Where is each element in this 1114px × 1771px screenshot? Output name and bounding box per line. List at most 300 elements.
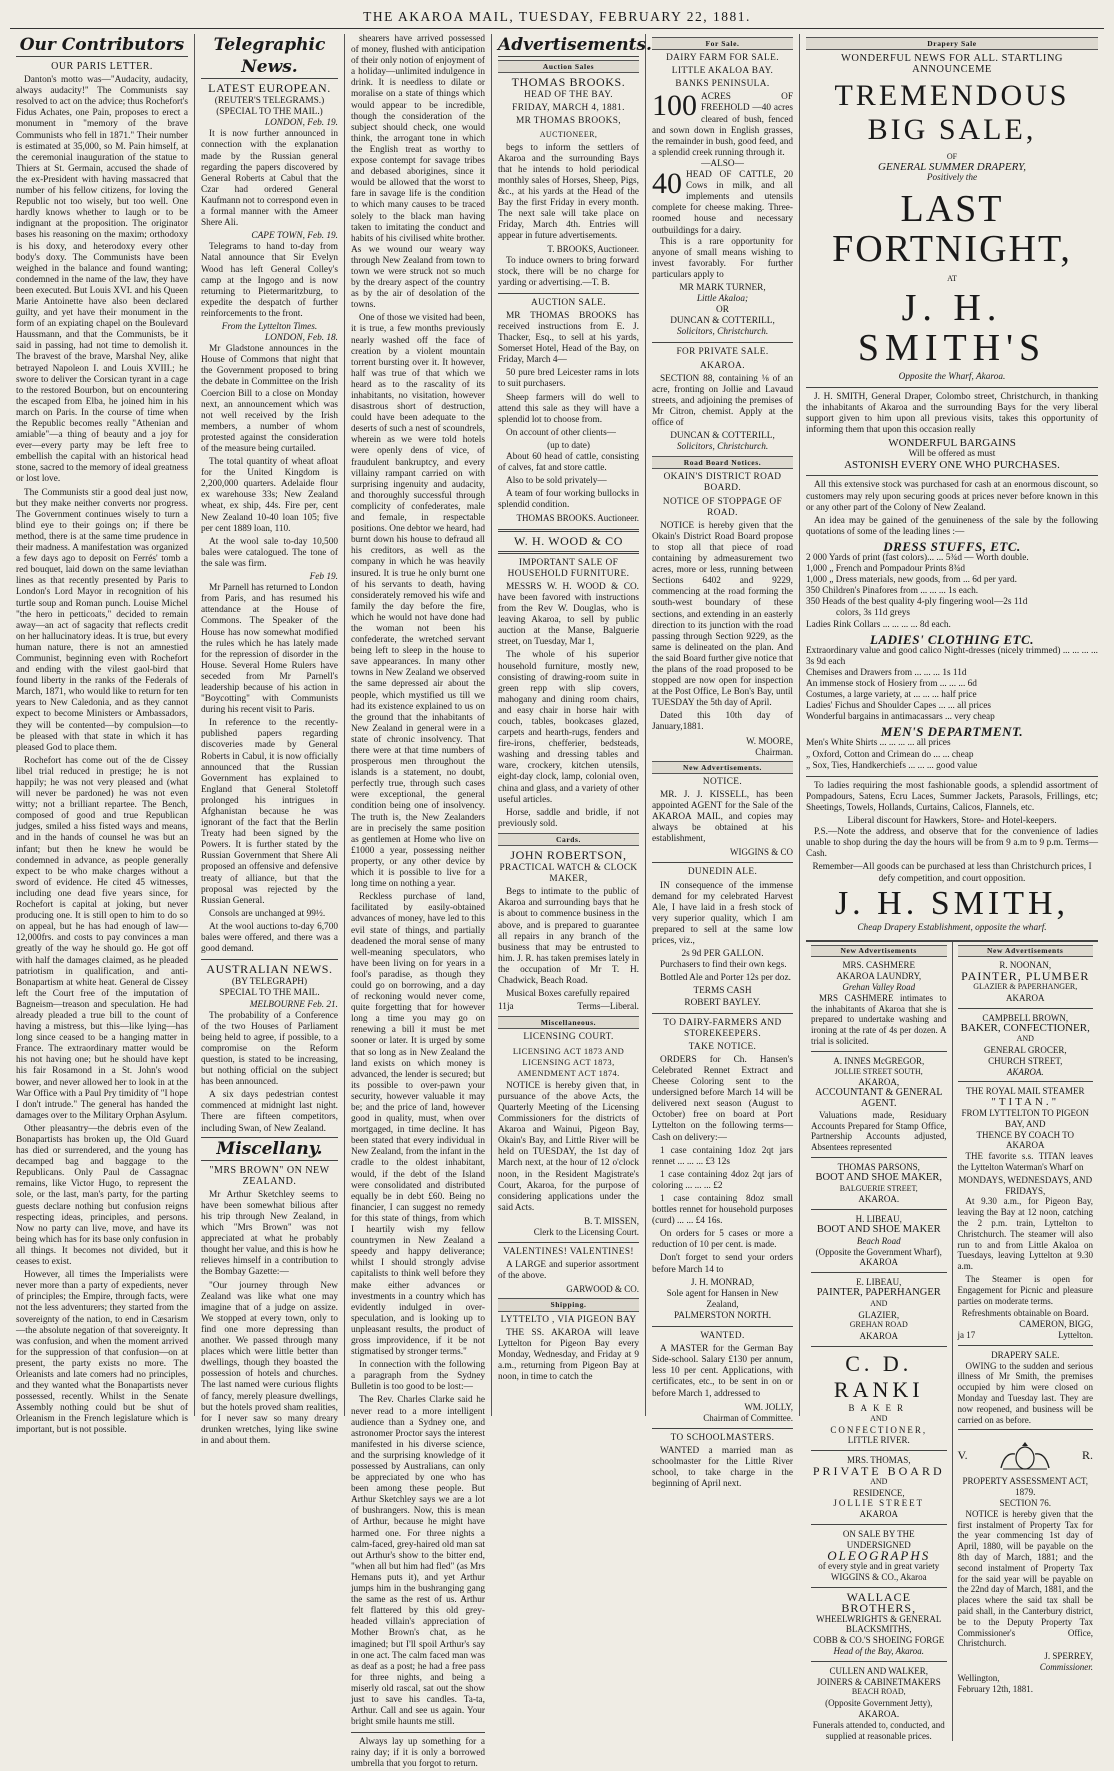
ad-subtitle: LICENSING ACT 1873 AND LICENSING ACT 1873, AMENDMENT ACT 1874.: [512, 1045, 625, 1078]
ad-paragraph: A LARGE and superior assortment of the above.: [498, 1260, 639, 1282]
crest-letter-v: V.: [957, 1447, 968, 1462]
royal-coat-of-arms-icon: [995, 1438, 1055, 1472]
divider: [806, 776, 1098, 777]
ad-name: DUNCAN & COTTERILL,: [670, 431, 775, 442]
ad-subtitle: TAKE NOTICE.: [688, 1041, 757, 1052]
jh-smiths-heading: J. H. SMITH'S: [857, 286, 1047, 369]
ad-subtitle: NOTICE OF STOPPAGE OF ROAD.: [662, 496, 783, 518]
category-label: Cards.: [498, 833, 639, 846]
ad-role: AUCTIONEER,: [539, 130, 598, 140]
news-paragraph: shearers have arrived possessed of money, flushed with anticipation of their only notion of enjoyment of a holiday—unlimited indulgence in drink. It is needless to dilate or moralise on a state of things which would appear to be incredible, though the consideration of the subject should check, one would think, the arrogant tone in which the English treat as worthy to expose contempt for savage tribes and debased aborigines, since it would be allowed that the worst to fare in savage life is the condition to which many causes to be traced solely to the black man having taken to imitating the conduct and habits of his civilised white brother. As we wound our weary way through New Zealand from town to town we were struck not so much by the dreary aspect of the country as by the air of desolation of the towns.: [351, 34, 485, 311]
ad-line: (up to date): [547, 440, 590, 451]
ad-paragraph: A team of four working bullocks in splendid condition.: [498, 489, 639, 511]
category-label: Drapery Sale: [806, 37, 1098, 50]
special-credit: (SPECIAL TO THE MAIL.): [216, 107, 323, 118]
ad-title: WANTED.: [700, 1331, 745, 1342]
ad-paragraph: IN consequence of the immense demand for my celebrated Harvest Ale, I have laid in a fresh stock of very superior quality, which I am prepared to sell at the same low prices, viz.,: [652, 880, 793, 947]
news-paragraph: Always lay up something for a rainy day; if it is only a borrowed umbrella that you forgot to return.: [351, 1737, 485, 1770]
ad-name: A. INNES McGREGOR,: [833, 1055, 925, 1066]
ad-paragraph: Begs to intimate to the public of Akaroa and surrounding bays that he is about to commence business in the above, and is prepared to guarantee all repairs in any branch of the business that may be entrusted to him. J. R. has taken premises lately in the occupation of Mr T. H. Chadwick, Beach Road.: [498, 887, 639, 987]
ad-line: WIGGINS & CO., Akaroa: [830, 1572, 927, 1583]
ad-name: MRS. CASHMERE: [842, 960, 916, 971]
ad-line: BALGUERIE STREET,: [839, 1183, 918, 1193]
ad-line: Grehan Valley Road: [842, 982, 916, 993]
ad-line: —ALSO—: [701, 158, 744, 169]
ad-title: PROPERTY ASSESSMENT ACT, 1879.: [962, 1476, 1089, 1498]
ad-date: FRIDAY, MARCH 4, 1881.: [512, 103, 625, 114]
price-line: Men's White Shirts ... ... ... ... all prices: [806, 738, 951, 749]
divider: [806, 387, 1098, 388]
ad-paragraph: THE favorite s.s. TITAN leaves the Lyttelton Waterman's Wharf on: [957, 1151, 1093, 1173]
divider: [958, 1081, 1094, 1082]
ad-name: H. LIBEAU,: [855, 1214, 902, 1225]
ad-paragraph: On account of other clients—: [506, 427, 616, 438]
ad-callout: WONDERFUL BARGAINS: [888, 437, 1016, 450]
ad-name: MR THOMAS BROOKS,: [515, 116, 622, 127]
divider: [652, 1428, 793, 1429]
ad-signature: Commissioner.: [1039, 1661, 1093, 1672]
divider: [652, 342, 793, 343]
ad-line: COBB & CO.'S SHOEING FORGE: [813, 1635, 945, 1646]
ad-paragraph: MRS CASHMERE intimates to the inhabitants of Akaroa that she is prepared to undertake washing and ironing at the rate of 4s per dozen. A trial is solicited.: [811, 992, 947, 1047]
ad-name: DUNCAN & COTTERILL,: [670, 316, 775, 327]
ad-title: C. D. RANKI: [833, 1350, 924, 1402]
ad-title: PRIVATE BOARD: [812, 1463, 945, 1478]
news-paragraph: Mr Arthur Sketchley seems to have been somewhat bilious after his trip through New Zealand, in which "Mrs Brown" was not appreciated at what he probably thought her value, and this is how he relieves himself in a contribution to the Bombay Gazette:—: [201, 1189, 338, 1278]
mrs-brown-title: "MRS BROWN" ON NEW ZEALAND.: [209, 1164, 330, 1187]
ad-paragraph: 1 case containing 4doz 2qt jars of coloring ... ... ... £2: [652, 1169, 793, 1191]
category-label: Shipping.: [498, 1298, 639, 1311]
ad-paragraph: A MASTER for the German Bay Side-school. Salary £130 per annum, less 10 per cent. Applications, with certificates, etc., to be sent in on or before March 1, addressed to: [652, 1344, 793, 1399]
ad-name: E. LIBEAU,: [856, 1277, 902, 1288]
ad-line: Liberal discount for Hawkers, Store- and Hotel-keepers.: [847, 816, 1057, 827]
divider: [806, 475, 1098, 476]
ad-subtitle: LITTLE AKALOA BAY.: [671, 66, 774, 77]
paris-letter-paragraph: The Communists stir a good deal just now, but they make neither converts nor progress. The Government continues wisely to turn a blind eye to their goings on; if there be method, there is at the same time prudence in their madness. A manifestation was organized a few days ago to deposit on Ferrés' tomb a red bouquet, laid down on the same leviathan lines as that recently presented by Paris to London's Lord Mayor in recognition of his turtle soup and Roman punch. Louise Michel "the hero in petticoats," decided to remain away—an act of sagacity that reflects credit on her hallucinatory ideas. It is true, but every human nature, there is not an amnestied Communist, beginning even with Rochefort and ending with the vilest gaol-bird that found liberty in the ranks of the Federals of March, 1871, who would like to return for ten years to New Caledonia, and as they cannot expect to become Ministers or Ambassadors, they will be contented—by compulsion—to be pleased with that state in which it has pleased God to place them.: [16, 487, 188, 753]
news-paragraph: It is now further announced in connection with the explanation made by the Russian general regarding the papers discovered by General Roberts at Cabul that the Czar had ordered General Kaufmann not to correspond even in a formal manner with the Ameer Shere Ali.: [201, 129, 338, 229]
price-line: 350 Heads of the best quality 4-ply fingering wool—2s 11d: [806, 597, 1028, 608]
ad-subtitle: GENERAL SUMMER DRAPERY,: [878, 161, 1026, 174]
new-advertisements-block: [806, 940, 1098, 1742]
ad-signature: THOMAS BROOKS. Auctioneer.: [516, 513, 639, 524]
ad-line: PALMERSTON NORTH.: [673, 1310, 772, 1321]
divider: [498, 529, 639, 532]
divider: [811, 1272, 947, 1273]
ad-signature: Chairman of Committee.: [703, 1412, 793, 1423]
ad-line: AKAROA: [859, 1331, 898, 1342]
news-paragraph: Mr Parnell has returned to London from Paris, and has resumed his attendance at the House of Commons. The Speaker of the House has now somewhat modified the rules which he has lately made for the repression of disorder in the House. Several Home Rulers have seceded from Mr Parnell's leadership because of his action in "Boycotting" with Communists during his recent visit to Paris.: [201, 583, 338, 716]
special-credit: SPECIAL TO THE MAIL.: [219, 988, 320, 999]
column-drapery-sale: [800, 34, 1104, 1741]
ad-line: CHURCH STREET,: [988, 1055, 1063, 1066]
ad-paragraph: P.S.—Note the address, and observe that for the convenience of ladies unable to shop during the day the hours will be from 9 a.m to 9 p.m. Terms—Cash.: [806, 827, 1098, 860]
ad-line: Head of the Bay, Akaroa.: [833, 1645, 924, 1656]
ad-title: DAIRY FARM FOR SALE.: [666, 53, 779, 64]
paris-letter-paragraph: Danton's motto was—"Audacity, audacity, always audacity!" The Communists say resolved to act on the advice; thus Rochefort's Fidus Achates, one Pain, proposes to erect a monument in "memory of the brave Communists who fell in 1871." Their number is estimated at 35,000, so M. Pain himself, at the ceremonial inauguration of the statue to Thiers at St. Germain, accused the shade of the ex-President with having massacred that number of his fellow citizens, for loving the Republic not too wisely, but too well. One hardly knows whether to laugh or to be indignant at the proposition. The originator bases his reasoning on the maxim; orthodoxy is his doxy, and heterodoxy every other body's doxy. The Communists have been weighed in the balance and found wanting; condemned in the name of the law, they have been executed. But Louis XVI. and his Queen Marie Antoinette have also been declared guilty, and yet have their monument in the form of an expiating chapel on the Boulevard Haussmann, and that the Communists, be it said in passing, had not time to demolish it. The bravest of the brave, Marshal Ney, alike betrayed Napoleon I. and Louis XVIII.; he swore to deliver the Corsican tyrant in a cage to the restored Bourbon, but on encountering the escaped from Elba, he joined him in his march on Paris. In the course of time when the Republic becomes really "Athenian and amiable"—a thing of beauty and a joy for ever—every party may be left free to embellish the capital with an historical head stone, sacred to the memory of ideal greatness or lost love.: [16, 75, 188, 485]
ad-line: Beach Road: [856, 1235, 901, 1246]
price-line: Extraordinary value and good calico Night-dresses (nicely trimmed) ... ... ... ... 3s 9d each: [806, 645, 1098, 667]
price-line: 350 Children's Pinafores from ... ... ... 1s each.: [806, 586, 979, 597]
divider: [498, 293, 639, 294]
divider: [498, 1242, 639, 1243]
reuter-credit: (REUTER'S TELEGRAMS.): [214, 96, 325, 107]
divider: [652, 862, 793, 863]
ad-line: Opposite the Wharf, Akaroa.: [898, 371, 1006, 382]
ad-line: ON SALE BY THE UNDERSIGNED: [842, 1528, 915, 1550]
ad-title: AKAROA LAUNDRY,: [836, 971, 922, 982]
ad-paragraph: MESSRS W. H. WOOD & CO. have been favored with instructions from the Rev W. Douglas, who is leaving Akaroa, to sell by public auction at the Manse, Balguerie street, on Tuesday, Mar 1,: [498, 581, 639, 648]
ad-title: DRAPERY SALE.: [991, 1349, 1060, 1360]
ad-price: 2s 9d PER GALLON.: [681, 949, 764, 960]
ad-title: PAINTER, PAPERHANGER: [816, 1287, 941, 1298]
ad-paragraph: NOTICE is hereby given that the Okain's District Road Board propose to stop all that piece of road containing by admeasurement two acres, more or less, running between Sections 6402 and 9229, commencing at the road forming the south-west boundary of these sections, and extending in an easterly direction to its junction with the road passing through Section 9229, as the same is delineated on the plan. And the said Board further give notice that the plans of the road proposed to be stopped are now open for inspection at the Post Office, Le Bon's Bay, until TUESDAY the 5th day of April.: [652, 520, 793, 709]
australian-news-heading: AUSTRALIAN NEWS.: [206, 962, 333, 977]
ad-line: AKAROA: [1005, 992, 1045, 1003]
ad-paragraph: NOTICE is hereby given that, in pursuance of the above Acts, the Quarterly Meeting of the Licensing Commissioners for the districts of Akaroa and Wainui, Pigeon Bay, Okain's Bay, and Little River will be held on TUESDAY, the 1st day of March next, at the hour of 12 o'clock noon, in the Resident Magistrate's Court, Akaroa, for the purpose of considering applications under the said Acts.: [498, 1080, 639, 1213]
ad-paragraph: SECTION 88, containing ⅛ of an acre, fronting on Jollie and Lavaud streets, and adjoining the premises of Mr Citron, chemist. Apply at the office of: [652, 373, 793, 428]
ad-paragraph: Valuations made, Residuary Accounts Prepared for Stamp Office, Partnership Accounts adjusted, Absentees represented: [811, 1109, 947, 1153]
ad-paragraph: 1 case containing 1doz 2qt jars rennet ... ... ... £3 12s: [652, 1145, 793, 1167]
price-line: 1,000 „ Dress materials, new goods, from ... 6d per yard.: [806, 575, 1017, 586]
ad-date-code: 11ja: [498, 1002, 514, 1013]
ad-title: "TITAN.": [991, 1096, 1060, 1109]
ad-paragraph: 1 case containing 8doz small bottles rennet for household purposes (curd) ... ... £4 16s.: [652, 1194, 793, 1227]
ad-title: OLEOGRAPHS: [827, 1547, 931, 1563]
ad-line: AND: [870, 1298, 888, 1308]
source-credit: From the Lyttelton Times.: [221, 321, 318, 332]
ad-line: MONDAYS, WEDNESDAYS, AND FRIDAYS,: [958, 1174, 1093, 1196]
divider: [811, 1661, 947, 1662]
ad-title: ACCOUNTANT & GENERAL AGENT.: [815, 1087, 943, 1110]
price-line: „ Sox, Ties, Handkerchiefs ... ... ... good value: [806, 760, 978, 771]
tremendous-sale-heading: TREMENDOUS BIG SALE,: [834, 79, 1070, 147]
divider: [958, 1345, 1094, 1346]
ad-title: TO SCHOOLMASTERS.: [670, 1432, 775, 1443]
ad-name: MR MARK TURNER,: [679, 282, 766, 293]
ad-paragraph: MR. J. J. KISSELL, has been appointed AGENT for the Sale of the AKAROA MAIL, and copies may always be obtained at his establishment,: [652, 789, 793, 845]
news-paragraph: The probability of a Conference of the two Houses of Parliament being held to agree, if possible, to a compromise on the Reform question, is stated to be increasing, but nothing official on the subject has been announced.: [201, 1010, 338, 1088]
ad-paragraph: On orders for 5 cases or more a reduction of 10 per cent. is made.: [652, 1229, 793, 1251]
ad-title: JOHN ROBERTSON,: [510, 848, 627, 862]
ad-line: JOLLIE STREET: [833, 1498, 925, 1509]
news-paragraph: Reckless purchase of land, facilitated by easily-obtained advances of money, have led to this evil state of things, and partially deadened the moral sense of many well-meaning speculators, who have been living on for years in a fool's paradise, as though they could go on borrowing, and a day of reckoning would never come, quite forgetting that for however long a time you may go on renewing a bill it must be met sooner or later. It is urged by some that so long as in New Zealand the land exists on which money is advanced, the lender is secured; but its possible to over-pawn your security, however valuable it may be; and the price of land, however good in quality, must, when over mortgaged, in time decline. It has been stated that every individual in New Zealand, from the infant in the cradle to the oldest inhabitant, would, if the debt of the Island were consolidated and distributed equally be in debt £60. Being no financier, I can suggest no remedy for this state of things, from which I heartily wish my fellow countrymen in New Zealand a speedy and happy deliverance; whilst I should strongly advise capitalists to think well before they make either advances or investments in a country which has evidently indulged in over-speculation, and is looking up to unpleasant results, the product of gross improvidence, if it be not stigmatised by stronger terms.": [351, 892, 485, 1358]
ad-line: AKAROA: [859, 1257, 898, 1268]
price-line: 1,000 „ French and Pompadour Prints 8¾d: [806, 564, 966, 575]
category-label: New Advertisements.: [652, 761, 793, 774]
ad-title: AUCTION SALE.: [531, 297, 606, 308]
column-advertisements: [492, 34, 652, 1416]
dateline: CAPE TOWN, Feb. 19.: [251, 231, 338, 242]
dateline: MELBOURNE Feb. 21.: [249, 999, 338, 1010]
ad-line: OF: [946, 152, 958, 162]
ad-name: CAMPBELL BROWN,: [982, 1012, 1069, 1023]
ad-paragraph: NOTICE is hereby given that the first instalment of Property Tax for the year commencing 1st day of April, 1880, will be payable on the 8th day of March, 1881; and the second instalment of Property Tax for the said year will be payable on the 22nd day of March, 1881, and the places where the said tax shall be paid shall, in the Canterbury district, be to the Deputy Property Tax Commissioner's Office, Christchurch.: [957, 1508, 1093, 1649]
ad-name: MRS. THOMAS,: [846, 1455, 911, 1466]
ad-paragraph: Don't forget to send your orders before March 14 to: [652, 1253, 793, 1275]
ad-paragraph: This is a rare opportunity for anyone of small means wishing to invest favorably. For further particulars apply to: [652, 236, 793, 280]
ad-name: R. NOONAN,: [999, 960, 1052, 971]
ad-paragraph: Musical Boxes carefully repaired: [506, 989, 630, 1000]
category-label: New Advertisements: [811, 945, 947, 958]
ad-terms: Terms—Liberal.: [577, 1002, 639, 1013]
category-label: Road Board Notices.: [652, 456, 793, 469]
ad-line: AKAROA.: [858, 1708, 900, 1719]
ad-subtitle: SECTION 76.: [999, 1497, 1051, 1508]
ad-signature: B. T. MISSEN,: [584, 1215, 639, 1226]
ad-signature: CAMERON, BIGG,: [1019, 1319, 1093, 1330]
ad-paragraph: Sheep farmers will do well to attend this sale as they will have a splendid lot to choose from.: [498, 392, 639, 425]
news-paragraph: In reference to the recently-published papers regarding discoveries made by General Roberts in Cabul, it is now officially announced that the Russian Government has explained to England that General Stoletoff prolonged his intrigues in Afghanistan because he was ignorant of the fact that the Berlin Treaty had been signed by the Powers. It is further stated by the Russian Government that Shere Ali proposed an offensive and defensive treaty of alliance, but that the proposal was rejected by the Russian General.: [201, 718, 338, 906]
ad-title: NOTICE.: [702, 776, 743, 787]
ad-line: AND: [870, 1476, 888, 1486]
divider: [958, 1008, 1094, 1009]
paris-letter-paragraph: However, all times the Imperialists were never more than a party of expedients, never of principles; the Empire, through facts, were not the less adventurers; they started from the sovereignty of the nation, to end in Cæsarism—the absolute negation of that sovereignty. It was confusion, and when the moment arrived for the suppression of that confusion—on at present, the party exists no more. The Orleanists and late comers had no principles, and they wanted what the Bonapartists never possessed, recently. Whilst in the Senate Assembly nothing could but be shut of Orleanism in the French legislature which is important, but is not possible.: [16, 1270, 188, 1436]
ad-line: THENCE BY COACH TO AKAROA: [976, 1129, 1075, 1151]
ad-paragraph: ORDERS for Ch. Hansen's Celebrated Rennet Extract and Cheese Coloring sent to the undersigned before March 14 will be delivered next season (August to October) free on board at Port Lyttelton on the following terms—Cash on delivery:—: [652, 1054, 793, 1143]
ad-line: Remember—All goods can be purchased at less than Christchurch prices, I defy competition, and court opposition.: [812, 862, 1092, 884]
ad-title: PAINTER, PLUMBER: [961, 969, 1090, 984]
ad-title: FOR PRIVATE SALE.: [676, 347, 769, 358]
ad-subtitle: HEAD OF THE BAY.: [524, 90, 613, 101]
new-ads-left: [806, 942, 953, 1742]
acreage-figure: 100: [652, 89, 697, 123]
ad-name: THOMAS PARSONS,: [837, 1162, 920, 1173]
ad-signature: Clerk to the Licensing Court.: [533, 1227, 639, 1237]
section-heading-contributors: Our Contributors: [16, 34, 188, 57]
divider: [811, 1524, 947, 1525]
ad-line: Cheap Drapery Establishment, opposite the wharf.: [857, 922, 1047, 933]
ad-line: Will be offered as must: [908, 449, 996, 460]
ad-signature: GARWOOD & CO.: [566, 1284, 639, 1295]
price-line: Wonderful bargains in antimacassars ... very cheap: [806, 712, 995, 723]
divider: [652, 1013, 793, 1014]
ad-signature: T. BROOKS, Auctioneer.: [547, 244, 639, 255]
ad-line: LITTLE RIVER.: [847, 1435, 910, 1446]
ad-paragraph: Purchasers to find their own kegs.: [660, 960, 787, 971]
ad-paragraph: To ladies requiring the most fashionable goods, a splendid assortment of Pompadours, Satens, Ecru Laces, Summer Jackets, Parasols, Frillings, etc; Sheetings, Towels, Hollands, Curtains, Calicos, Flannels, etc.: [806, 780, 1098, 813]
ad-paragraph: THE SS. AKAROA will leave Lyttelton for Pigeon Bay every Monday, Wednesday, and Friday at 9 a.m., returning from Pigeon Bay at noon, in time to catch the: [498, 1327, 639, 1383]
ad-line: GENERAL GROCER,: [983, 1045, 1067, 1056]
ad-title: OKAIN'S DISTRICT ROAD BOARD.: [663, 472, 782, 494]
news-paragraph: The Rev. Charles Clarke said he never read to a more intelligent audience than a Sydney one, and astronomer Proctor says the interest manifested in his diverse science, and the surprising knowledge of it possessed by Australians, can only be appreciated by one who has been among these people. But Arthur Sketchley says we are a lot of bushrangers. Now, this is mean of Arthur, because he might have harmed one. For three nights a calm-faced, grey-haired old man sat out Arthur's show to the bitter end, "when all but him had fled" (as Mrs Hemans puts it), and yet Arthur jumps him in the bushranging gang the same as the rest of us. Arthur felt flattered by this old grey-headed villain's appreciation of Mother Brown's chat, as he imagined; but I'll spoil Arthur's say in one act. The calm faced man was as deaf as a post; he had a free pass for three nights, and being a miserly old rascal, sat out the show just to save his candles. Ta-ta, Arthur. Call and see us again. Your bright smile haunts me still.: [351, 1395, 485, 1728]
ad-paragraph: 50 pure bred Leicester rams in lots to suit purchasers.: [498, 368, 639, 390]
last-fortnight-heading: LAST FORTNIGHT,: [832, 187, 1072, 270]
category-label: Miscellaneous.: [498, 1016, 639, 1029]
ad-line: Sole agent for Hansen in New Zealand,: [666, 1288, 779, 1310]
ad-line: Lyttelton.: [1058, 1329, 1093, 1340]
ad-paragraph: Bottled Ale and Porter 12s per doz.: [660, 973, 791, 984]
ad-title: LYTTELTO , VIA PIGEON BAY: [500, 1314, 637, 1325]
ad-title: JOINERS & CABINETMAKERS: [816, 1676, 941, 1687]
ad-section-heading: LADIES' CLOTHING ETC.: [870, 631, 1034, 647]
news-paragraph: A six days pedestrian contest commenced at midnight last night. There are fifteen competitors, including Swan, of New Zealand.: [201, 1090, 338, 1134]
dateline: Feb 19.: [309, 572, 338, 583]
ad-section-heading: DRESS STUFFS, ETC.: [883, 538, 1021, 554]
news-paragraph: At the wool sale to-day 10,500 bales were catalogued. The tone of the sale was firm.: [201, 536, 338, 569]
section-heading-telegraphic: Telegraphic News.: [201, 34, 338, 79]
ad-line: (Opposite Government Jetty),: [825, 1698, 933, 1709]
ad-line: February 12th, 1881.: [957, 1683, 1033, 1694]
ad-line: FROM LYTTELTON TO PIGEON BAY, AND: [961, 1108, 1090, 1129]
section-heading-miscellany: Miscellany.: [201, 1137, 338, 1161]
news-paragraph: "Our journey through New Zealand was like what one may imagine that of a judge on assize. We stopped at every town, only to find one more depressing than another. We passed through many places which were little better than dwellings, though they boasted the possession of hotels and churches. The last named were curious flights of fancy, merely pleasure dwellings, but the hotels proved sham realities, for I never saw so many dreary drunken wretches, lying like swine in and about them.: [201, 1280, 338, 1446]
ad-name: CULLEN AND WALKER,: [829, 1665, 929, 1676]
divider: [811, 1346, 947, 1347]
price-line: An immense stock of Hosiery from ... ... ... 6d: [806, 679, 977, 689]
divider: [811, 1450, 947, 1451]
ad-paragraph: OWING to the sudden and serious illness of Mr Smith, the premises occupied by him were closed on Monday and Tuesday last. They are now reopened, and business will be carried on as before.: [957, 1360, 1093, 1425]
columns: [10, 34, 1104, 1770]
ad-title: VALENTINES! VALENTINES!: [503, 1247, 634, 1258]
ad-title: BOOT AND SHOE MAKER: [816, 1224, 941, 1236]
ad-date-code: ja 17: [957, 1329, 976, 1340]
masthead: THE AKAROA MAIL, TUESDAY, FEBRUARY 22, 1881.: [10, 6, 1104, 29]
news-paragraph: At the wool auctions to-day 6,700 bales were offered, and there was a good demand.: [201, 921, 338, 955]
divider: [201, 959, 338, 960]
ad-paragraph: begs to inform the settlers of Akaroa and the surrounding Bays that he intends to hold periodical monthly sales of Horses, Sheep, Pigs, &c., at his yards at the Head of the Bay the first Friday in every month. The next sale will take place on Friday, March 4th. Entries will appear in future advertisements.: [498, 142, 639, 242]
ad-title: W. H. WOOD & CO: [513, 533, 623, 548]
price-line: colors, 3s 11d greys: [836, 608, 911, 619]
ad-signature: WM. JOLLY,: [744, 1401, 793, 1412]
wonderful-news-banner: WONDERFUL NEWS FOR ALL. STARTLING ANNOUNCEME: [840, 53, 1063, 76]
ad-line: AND: [1016, 1034, 1034, 1044]
ad-line: Solicitors, Christchurch.: [676, 442, 769, 453]
ad-paragraph: J. H. SMITH, General Draper, Colombo street, Christchurch, in thanking the inhabitants of Akaroa and the surrounding Bays for the very liberal support given to him upon all previous visits, takes this opportunity of informing them that upon this occasion really: [806, 391, 1098, 436]
crest-letter-r: R.: [1081, 1447, 1093, 1462]
latest-european-heading: LATEST EUROPEAN.: [208, 81, 331, 95]
ad-line: BAKER: [848, 1402, 909, 1413]
cattle-figure: 40: [652, 167, 682, 201]
ad-name: J. H. MONRAD,: [690, 1277, 755, 1288]
ad-subtitle: BANKS PENINSULA.: [675, 79, 770, 90]
column-contributors: [10, 34, 195, 1436]
ad-signature: J. SPERREY,: [1044, 1651, 1093, 1662]
royal-crest-row: [958, 1438, 1094, 1472]
ad-block: [652, 89, 793, 159]
ad-line: AKAROA,: [858, 1077, 900, 1088]
ad-paragraph: An idea may be gained of the genuineness of the sale by the following quotations of some of the leading lines :—: [806, 515, 1098, 537]
ad-paragraph: All this extensive stock was purchased for cash at an enormous discount, so customers may rely upon securing goods at prices never before known in this or any other part of the Colony of New Zealand.: [806, 480, 1098, 513]
ad-title: BAKER, CONFECTIONER,: [960, 1022, 1090, 1035]
ad-signature: W. MOORE,: [746, 735, 793, 746]
ad-line: WHEELWRIGHTS & GENERAL BLACKSMITHS,: [816, 1613, 942, 1635]
divider: [811, 1051, 947, 1052]
divider: [811, 1209, 947, 1210]
ad-line: RESIDENCE,: [852, 1487, 905, 1498]
paris-letter-paragraph: Rochefort has come out of the de Cissey libel trial reduced in prestige; he is not happily; he was not very pleased and (what will never be pardoned) he was not even witty; not a brilliant repartee. The Bench, composed of good and true Republican judges, smiled a hiss fisted ways and means, and in the hands of counsel he was but an infant; but then he knew he would be condemned in advance, as people generally expect to be who make charges without a sword of evidence. He cited 45 witnesses, including one dead five years since, for Rochefort is capital at joking, but never producing one. It is still open to him to do so on appeal, but he has had enough of law—12,000frs. and costs to pay convinces a man greatly of the way he should go. He got off with half the damages claimed, as he pleaded patriotism in qualification, and anti-Bonapartism at white heat. General de Cissey left the Court free of the imputation of Bagneism—treason and speculation. He had already pleaded a true bill to the count of having a mistress, but this—like lying—has long since ceased to be a hanging matter in France. The extraordinary matter would be his not having one; but he should have kept his fair Rosamond in a St. John's wood bower, and never allowed her to look in at the War Office with a Paul Pry timidity of "I hope I don't intrude." The general has handed the damages over to the Military Orphan Asylum.: [16, 755, 188, 1121]
price-line: Ladies Rink Collars ... ... ... ... 8d each.: [806, 619, 951, 630]
ad-signature: WIGGINS & CO: [730, 847, 793, 858]
price-line: „ Oxford, Cotton and Crimean do ... ... cheap: [806, 749, 974, 760]
news-paragraph: In connection with the following a paragraph from the Sydney Bulletin is too good to be lost:—: [351, 1360, 485, 1393]
ad-title: BOOT AND SHOE MAKER,: [815, 1171, 942, 1183]
ad-line: Wellington,: [957, 1672, 1000, 1683]
ad-title: THE ROYAL MAIL STEAMER: [965, 1086, 1085, 1097]
dateline: LONDON, Feb. 18.: [264, 333, 338, 344]
new-ads-right: [953, 942, 1099, 1742]
column-for-sale: [646, 34, 800, 1490]
ad-title: TO DAIRY-FARMERS AND STOREKEEPERS.: [663, 1017, 782, 1039]
ad-footer: [958, 1330, 1094, 1341]
column-telegraphic-news: [195, 34, 345, 1446]
ad-paragraph: WANTED a married man as schoolmaster for the Little River school, to take charge in the beginning of April next.: [652, 1445, 793, 1490]
category-label: For Sale.: [652, 37, 793, 50]
paris-letter-title: OUR PARIS LETTER.: [51, 61, 153, 72]
ad-paragraph: The whole of his superior household furniture, mostly new, consisting of drawing-room suite in green repp with slip covers, mahogany and dining room chairs, and easy chair in horse hair with couch, tables, bookcases glazed, carpets and hearth-rugs, fenders and fire-irons, chefferier, bedsteads, washing and dressing tables and ware, crockery, kitchen utensils, eight-day clock, lamp, colonial oven, china and glass, and a variety of other useful articles.: [498, 650, 639, 805]
price-line: Costumes, a large variety, at ... ... ... half price: [806, 690, 977, 701]
ad-paragraph: Dated this 10th day of January,1881.: [652, 711, 793, 733]
divider: [351, 1732, 485, 1733]
ad-line: Funerals attended to, conducted, and supplied at reasonable prices.: [812, 1719, 945, 1741]
ad-line: AKAROA: [859, 1509, 898, 1520]
paris-letter-paragraph: Other pleasantry—the debris even of the Bonapartists has broken up, the Old Guard has died or surrendered, and the young has decamped bag and baggage to the Republicans. Only Paul de Cassagnac remains, like Victor Hugo, to represent the sole, or the last, man's party, for the parting guests declare nothing but confusion reigns respecting ideas, principles, and persons. Now no party can live, move, and have its being which has for its base only confusion in all things. It becomes not divided, but it ceases to exist.: [16, 1123, 188, 1268]
divider: [811, 1587, 947, 1588]
news-paragraph: Consols are unchanged at 99½.: [209, 908, 326, 919]
ad-paragraph: About 60 head of cattle, consisting of calves, fat and store cattle.: [498, 452, 639, 474]
divider: [498, 551, 639, 554]
price-line: Ladies' Fichus and Shoulder Capes ... ... all prices: [806, 701, 991, 712]
divider: [958, 1429, 1094, 1430]
telegraph-credit: (BY TELEGRAPH): [231, 977, 308, 988]
ad-terms: TERMS CASH: [693, 986, 752, 997]
ad-line: Solicitors, Christchurch.: [676, 327, 769, 338]
ad-line: of every style and in great variety: [818, 1561, 940, 1572]
ad-paragraph: Horse, saddle and bridle, if not previously sold.: [498, 807, 639, 829]
ad-line: CONFECTIONER,: [830, 1424, 928, 1435]
price-line: Chemises and Drawers from ... ... ... 1s 11d: [806, 667, 967, 678]
ad-section-heading: MEN'S DEPARTMENT.: [880, 724, 1024, 740]
ad-line: Refreshments obtainable on Board.: [961, 1308, 1089, 1319]
ad-name: ROBERT BAYLEY.: [684, 997, 761, 1008]
section-heading-advertisements: Advertisements.: [498, 35, 652, 55]
ad-block: [652, 167, 793, 237]
ad-paragraph: To induce owners to bring forward stock, there will be no charge for yarding or advertising.—T. B.: [498, 255, 639, 288]
dateline: LONDON, Feb. 19.: [264, 118, 338, 129]
ad-subtitle: IMPORTANT SALE OF HOUSEHOLD FURNITURE.: [507, 557, 630, 579]
jh-smith-signature-heading: J. H. SMITH,: [834, 884, 1070, 922]
ad-paragraph: MR THOMAS BROOKS has received instructions from E. J. Thacker, Esq., to sell at his yards, Somerset Hotel, Head of the Bay, on Friday, March 4—: [498, 310, 639, 366]
ad-footer: [498, 1002, 639, 1013]
ad-subtitle: AKAROA.: [700, 360, 745, 371]
news-paragraph: One of those we visited had been, it is true, a few months previously nearly washed off the face of creation by a violent mountain torrent bursting over it. It however, half was true of that which we heard as to the rascality of its inhabitants, no visitation, however disastrous short of destruction, could have been adequate to the deserts of such a nest of scoundrels, wherein as we were told hotels were openly dens of vice, of fraudulent bankruptcy, and every villainy rampant carried on with surprising ingenuity and audacity, and thoroughly successful through complicity of confederates, male and female, in respectable positions. One debtor we heard, had burnt down his house to defraud all his creditors, as well as the company in which he was heavily insured. It is true he only burnt one of his servants to death, having considerately removed his wife and family the day before the fire, which he would not have done had the woman not been his confederate, the wretched servant being left to sleep in the house to save appearances. In many other towns in New Zealand we observed the same depressed air about the people, which mystified us till we had its existence explained to us on the ground that the inhabitants of New Zealand in general were in a state of chronic insolvency. That there were at that time numbers of prosperous men throughout the islands is a statement, no doubt, perfectly true, through such cases were exceptional, the general condition being one of insolvency. The truth is, the New Zealanders are in precisely the same position as gentlemen at Home who live on £1000 a year, possessing neither property, or any other device by which it is possible to live for a long time on nothing a year.: [351, 313, 485, 890]
ad-line: (Opposite the Government Wharf),: [815, 1246, 942, 1257]
ad-title: DUNEDIN ALE.: [687, 867, 758, 878]
news-paragraph: Telegrams to hand to-day from Natal announce that Sir Evelyn Wood has left General Colley's camp at the Ingogo and is now returning to Pietermaritzburg, to expedite the despatch of further reinforcements to the front.: [201, 242, 338, 319]
ad-signature: Chairman.: [755, 746, 793, 757]
ad-paragraph: HEAD OF CATTLE, 20 Cows in milk, and all implements and utensils complete for cheese making. Three-roomed house and necessary outbuildings for a dairy.: [652, 170, 793, 236]
category-label: New Advertisements: [958, 945, 1094, 958]
divider: [652, 1326, 793, 1327]
ad-line: BEACH ROAD,: [851, 1687, 906, 1697]
ad-subtitle: PRACTICAL WATCH & CLOCK MAKER,: [499, 863, 638, 885]
ad-line: GLAZIER & PAPERHANGER,: [973, 982, 1078, 992]
ad-paragraph: ACRES OF FREEHOLD —40 acres cleared of bush, fenced and sown down in English grasses, the remainder in bush, good feed, and a splendid creek running through it.: [652, 92, 793, 158]
news-paragraph: Mr Gladstone announces in the House of Commons that night that the Government proposed to bring the debate in Committee on the Irish Coercion Bill to a close on Monday next, an announcement which was not well received by the Irish members, a number of whom protested against the consideration of the measure being curtailed.: [201, 344, 338, 454]
category-label: Auction Sales: [498, 60, 639, 73]
ad-paragraph: The Steamer is open for Engagement for Picnic and pleasure parties on moderate terms.: [957, 1274, 1093, 1306]
ad-line: AND: [870, 1413, 888, 1423]
ad-title: LICENSING COURT.: [523, 1032, 614, 1043]
price-line: 2 000 Yards of print (fast colors)... ... 5¾d — Worth double.: [806, 552, 1029, 563]
ad-paragraph: Also to be sold privately—: [506, 476, 607, 487]
ad-line: Positively the: [926, 173, 978, 184]
news-paragraph: The total quantity of wheat afloat for the United Kingdom is 2,200,000 quarters. Adelaide flour ex warehouse 33s; New Zealand wheat, ex ship, 44s. Fire per, cent New Zealand 10-40 loan 105; five per cent 1889 loan, 110.: [201, 457, 338, 534]
ad-line: AT: [947, 273, 957, 283]
ad-line: AKAROA.: [1006, 1066, 1044, 1077]
ad-line: Little Akaloa;: [696, 294, 749, 305]
ad-title: THOMAS BROOKS.: [511, 75, 626, 90]
ad-line: OR: [716, 305, 729, 316]
